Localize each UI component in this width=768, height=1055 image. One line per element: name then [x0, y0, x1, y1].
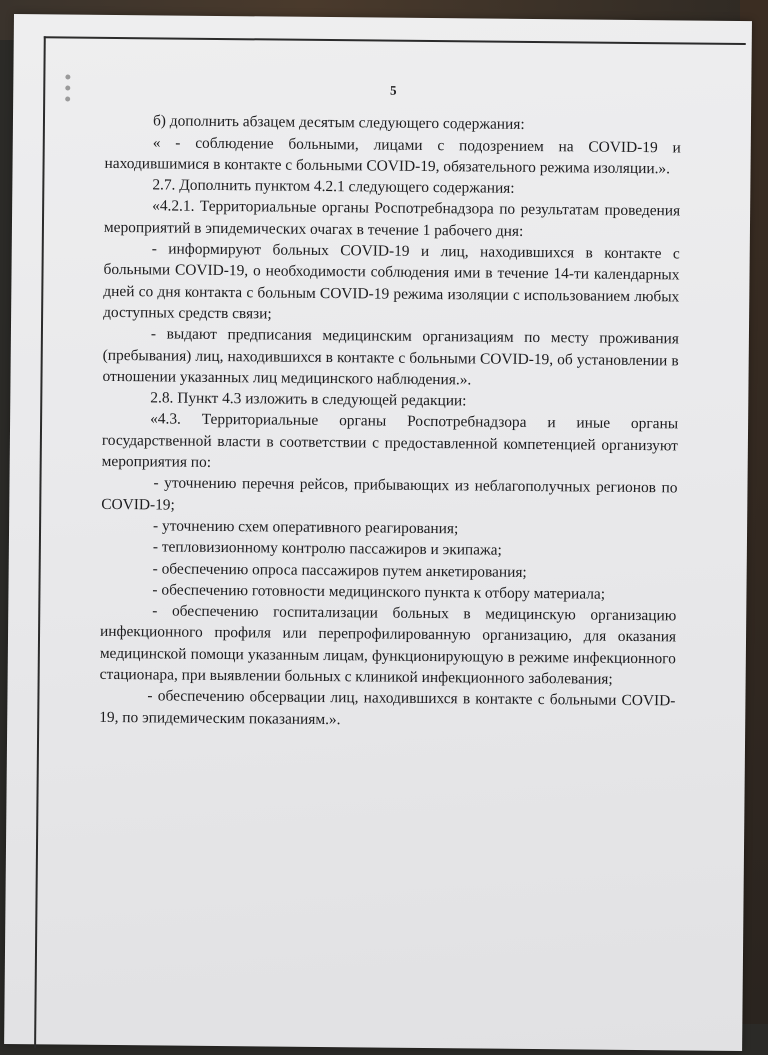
paragraph-12: - обеспечению опроса пассажиров путем анкетирования;	[152, 559, 527, 581]
page-number: 5	[389, 82, 397, 98]
document-body	[99, 77, 681, 733]
paper-sheet	[4, 14, 752, 1051]
paragraph-14: - обеспечению госпитализации больных в медицинскую организацию инфекционного профиля или перепрофилированную организацию, для оказания медицинской помощи указанным лицам, функционирующую в режиме инфекционного стационара, при выявлении больных с клиникой инфекционного заболевания;	[99, 602, 677, 688]
paragraph-8: «4.3. Территориальные органы Роспотребнадзора и иные органы государственной власти в соответствии с предоставленной компетенцией организуют мероприятия по:	[101, 410, 679, 471]
paragraph-7: 2.8. Пункт 4.3 изложить в следующей редакции:	[150, 389, 467, 410]
paragraph-11: - тепловизионному контролю пассажиров и экипажа;	[152, 538, 502, 559]
paragraph-13: - обеспечению готовности медицинского пункта к отбору материала;	[152, 581, 606, 603]
margin-holes	[65, 74, 75, 107]
paragraph-10: - уточнению схем оперативного реагирования;	[153, 517, 459, 538]
paragraph-9: - уточнению перечня рейсов, прибывающих из неблагополучных регионов по COVID-19;	[101, 474, 678, 514]
paragraph-15: - обеспечению обсервации лиц, находившихся в контакте с больными COVID-19, по эпидемическим показаниям.».	[99, 687, 676, 728]
paragraph-1: б) дополнить абзацем десятым следующего содержания:	[152, 112, 525, 134]
paragraph-4: «4.2.1. Территориальные органы Роспотребнадзора по результатам проведения мероприятий в эпидемических очагах в течение 1 рабочего дня:	[103, 197, 681, 240]
paragraph-2: « - соблюдение больными, лицами с подозрением на COVID-19 и находившимися в контакте с больными COVID-19, обязательного режима изоляции.».	[104, 133, 681, 178]
paragraph-5: - информируют больных COVID-19 и лиц, находившихся в контакте с больными COVID-19, о необходимости соблюдения ими в течение 14-ти календарных дней со дня контакта с больным COVID-19 режима изоляции с использованием любых доступных средств связи;	[103, 240, 680, 323]
paragraph-3: 2.7. Дополнить пунктом 4.2.1 следующего содержания:	[152, 176, 515, 198]
paragraph-6: - выдают предписания медицинским организациям по месту проживания (пребывания) лиц, находившихся в контакте с больными COVID-19, об установлении в отношении указанных лиц медицинского наблюдения.».	[102, 325, 679, 389]
